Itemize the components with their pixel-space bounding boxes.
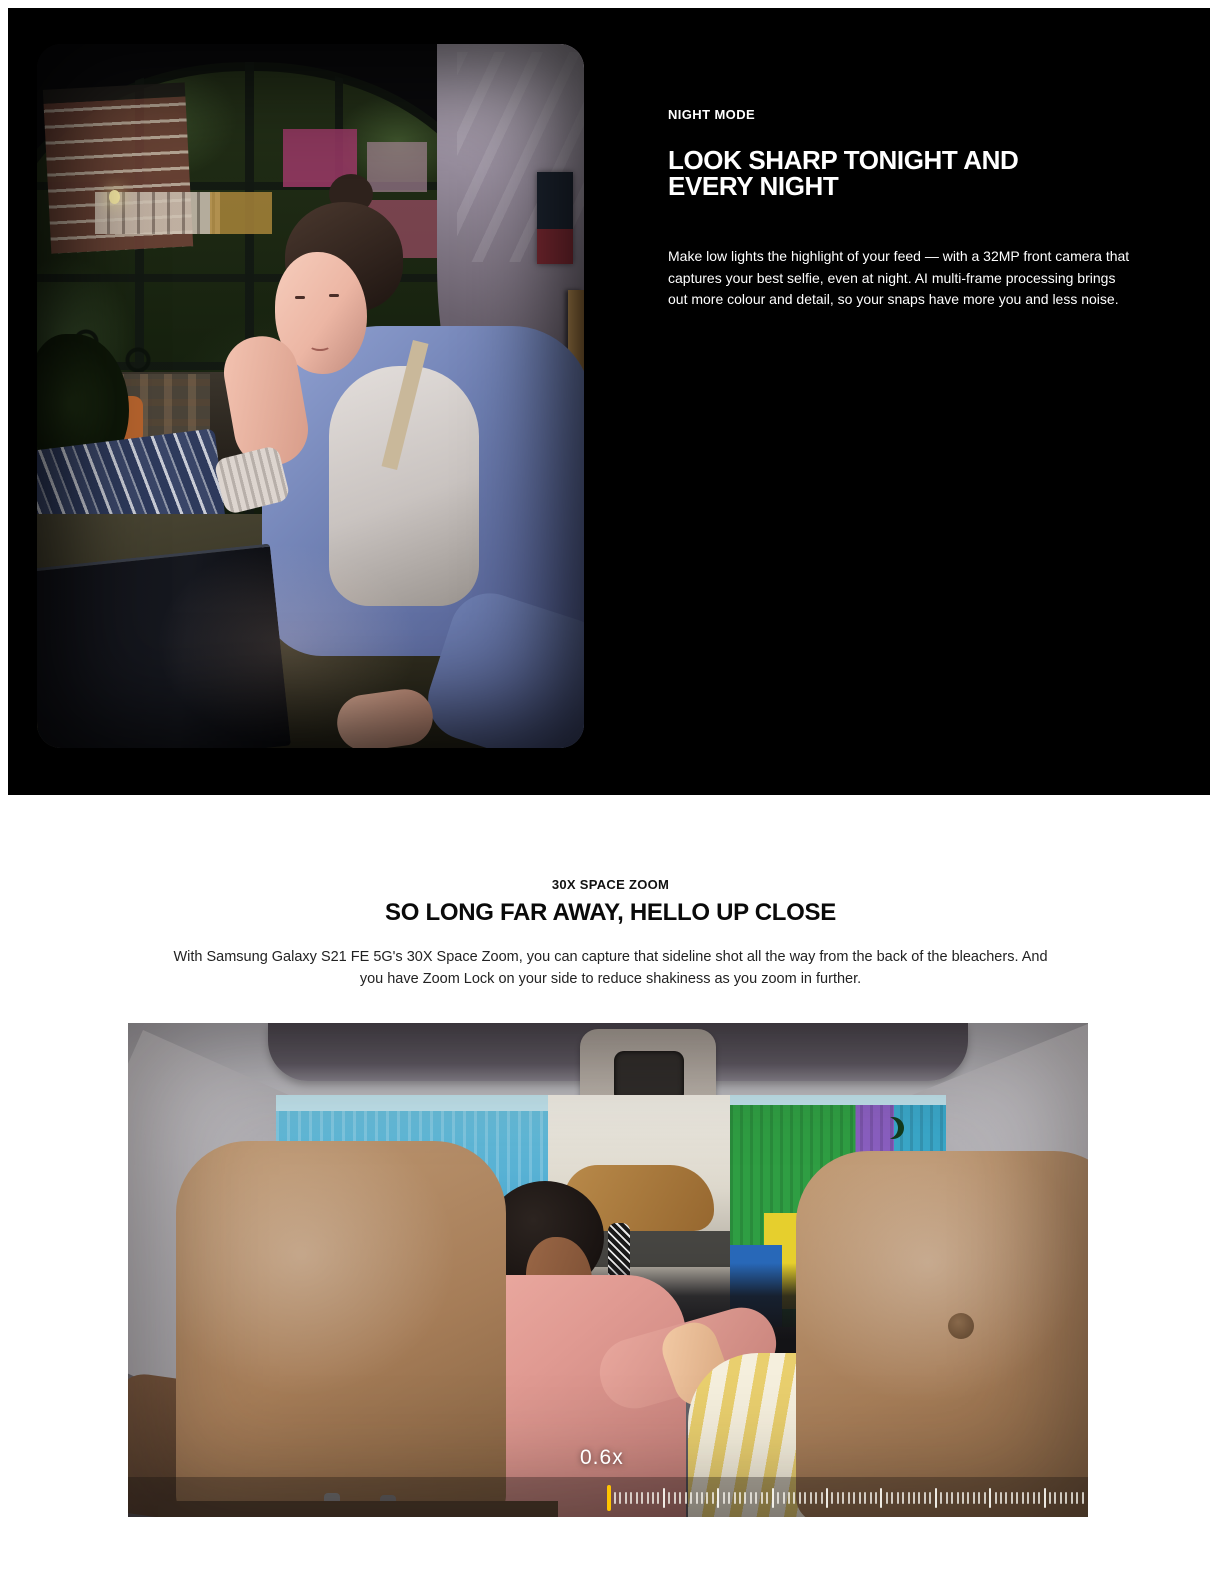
zoom-ruler-tick xyxy=(1054,1492,1056,1504)
car-interior-photo xyxy=(128,1023,1088,1517)
night-mode-heading xyxy=(668,147,1143,199)
zoom-ruler-tick xyxy=(717,1488,719,1508)
zoom-ruler-tick xyxy=(1065,1492,1067,1504)
zoom-ruler-tick xyxy=(940,1492,942,1504)
space-zoom-body xyxy=(0,946,1221,990)
zoom-ruler-tick xyxy=(913,1492,915,1504)
zoom-ruler-tick xyxy=(875,1492,877,1504)
zoom-ruler-tick xyxy=(810,1492,812,1504)
space-zoom-body-line1: With Samsung Galaxy S21 FE 5G's 30X Space Zoom, you can capture that sideline shot all the way from the back of the bleachers. And xyxy=(173,949,1048,965)
zoom-ruler-tick xyxy=(853,1492,855,1504)
zoom-ruler-tick xyxy=(880,1488,882,1508)
zoom-ruler-tick xyxy=(679,1492,681,1504)
night-mode-copy xyxy=(668,107,1143,325)
zoom-ruler-tick xyxy=(1049,1492,1051,1504)
zoom-ruler-tick xyxy=(619,1492,621,1504)
zoom-ruler-tick xyxy=(924,1492,926,1504)
zoom-ruler-tick xyxy=(657,1492,659,1504)
zoom-ruler-tick xyxy=(755,1492,757,1504)
zoom-ruler-tick xyxy=(734,1492,736,1504)
zoom-ruler-tick xyxy=(908,1492,910,1504)
zoom-ruler-tick xyxy=(1000,1492,1002,1504)
night-selfie-photo xyxy=(37,44,584,748)
zoom-ruler-tick xyxy=(690,1492,692,1504)
zoom-ruler-tick xyxy=(652,1492,654,1504)
zoom-ruler-tick xyxy=(706,1492,708,1504)
zoom-ruler-tick xyxy=(772,1488,774,1508)
zoom-ruler-tick xyxy=(837,1492,839,1504)
zoom-ruler-tick xyxy=(647,1492,649,1504)
zoom-ruler-tick xyxy=(1082,1492,1084,1504)
zoom-ruler-tick xyxy=(766,1492,768,1504)
zoom-ruler-tick xyxy=(668,1492,670,1504)
zoom-ruler-tick xyxy=(918,1492,920,1504)
zoom-ruler-tick xyxy=(886,1492,888,1504)
zoom-ruler-tick xyxy=(929,1492,931,1504)
zoom-ruler-tick xyxy=(815,1492,817,1504)
night-mode-heading-line2: EVERY NIGHT xyxy=(668,171,839,201)
zoom-ruler-tick xyxy=(957,1492,959,1504)
zoom-ruler-tick xyxy=(614,1492,616,1504)
zoom-ruler-tick xyxy=(1011,1492,1013,1504)
zoom-ruler-tick xyxy=(663,1488,665,1508)
zoom-ruler-tick xyxy=(1016,1492,1018,1504)
zoom-ruler-tick xyxy=(1071,1492,1073,1504)
night-mode-section xyxy=(8,8,1210,795)
space-zoom-eyebrow: 30X SPACE ZOOM xyxy=(551,877,670,892)
zoom-ruler-tick xyxy=(989,1488,991,1508)
zoom-ruler-tick xyxy=(1033,1492,1035,1504)
zoom-ruler-tick xyxy=(891,1492,893,1504)
zoom-ruler-tick xyxy=(897,1492,899,1504)
zoom-ruler-tick xyxy=(804,1492,806,1504)
zoom-ruler-tick xyxy=(685,1492,687,1504)
zoom-ruler-tick xyxy=(712,1492,714,1504)
zoom-ruler-tick xyxy=(973,1492,975,1504)
zoom-ruler-tick xyxy=(777,1492,779,1504)
zoom-ruler-tick xyxy=(696,1492,698,1504)
zoom-ruler-tick xyxy=(935,1488,937,1508)
zoom-ruler-tick xyxy=(848,1492,850,1504)
zoom-ruler-tick xyxy=(799,1492,801,1504)
photo-vignette xyxy=(37,44,584,748)
zoom-ruler-tick xyxy=(739,1492,741,1504)
zoom-ruler-tick xyxy=(1027,1492,1029,1504)
night-mode-heading-line1: LOOK SHARP TONIGHT AND xyxy=(668,145,1019,175)
zoom-ruler-tick xyxy=(967,1492,969,1504)
camera-zoom-level-label: 0.6x xyxy=(580,1446,624,1469)
zoom-ruler-tick xyxy=(902,1492,904,1504)
zoom-ruler-tick xyxy=(783,1492,785,1504)
zoom-ruler-tick xyxy=(723,1492,725,1504)
zoom-ruler-tick xyxy=(978,1492,980,1504)
zoom-ruler-tick xyxy=(962,1492,964,1504)
zoom-ruler-tick xyxy=(641,1492,643,1504)
zoom-ruler-tick xyxy=(793,1492,795,1504)
zoom-ruler-tick xyxy=(1060,1492,1062,1504)
zoom-ruler-tick xyxy=(826,1488,828,1508)
zoom-ruler-tick xyxy=(1044,1488,1046,1508)
zoom-ruler-tick xyxy=(859,1492,861,1504)
zoom-ruler-tick xyxy=(831,1492,833,1504)
night-mode-body: Make low lights the highlight of your feed — with a 32MP front camera that captures your best selfie, even at night. AI multi-frame processing brings out more colour and detail, so your snaps have more you and less noise. xyxy=(668,248,1130,307)
zoom-ruler-tick xyxy=(761,1492,763,1504)
zoom-ruler-tick xyxy=(984,1492,986,1504)
space-zoom-body-line2: you have Zoom Lock on your side to reduce shakiness as you zoom in further. xyxy=(359,971,862,987)
zoom-ruler-tick xyxy=(674,1492,676,1504)
zoom-ruler-tick xyxy=(701,1492,703,1504)
zoom-ruler-tick xyxy=(870,1492,872,1504)
zoom-ruler-tick xyxy=(625,1492,627,1504)
zoom-ruler-tick xyxy=(946,1492,948,1504)
space-zoom-heading: SO LONG FAR AWAY, HELLO UP CLOSE xyxy=(385,899,836,926)
zoom-ruler-tick xyxy=(728,1492,730,1504)
zoom-ruler-tick xyxy=(636,1492,638,1504)
zoom-ruler xyxy=(607,1484,1084,1512)
zoom-ruler-tick xyxy=(630,1492,632,1504)
zoom-ruler-tick xyxy=(1005,1492,1007,1504)
zoom-ruler-tick xyxy=(788,1492,790,1504)
car-photo-vignette xyxy=(128,1023,1088,1517)
zoom-ruler-tick xyxy=(951,1492,953,1504)
zoom-ruler-tick xyxy=(995,1492,997,1504)
zoom-ruler-tick xyxy=(1038,1492,1040,1504)
zoom-ruler-tick xyxy=(1076,1492,1078,1504)
zoom-ruler-tick xyxy=(750,1492,752,1504)
zoom-ruler-current-tick xyxy=(607,1485,611,1511)
zoom-ruler-tick xyxy=(864,1492,866,1504)
zoom-ruler-tick xyxy=(744,1492,746,1504)
zoom-ruler-tick xyxy=(1022,1492,1024,1504)
night-mode-eyebrow: NIGHT MODE xyxy=(668,107,756,122)
zoom-ruler-tick xyxy=(821,1492,823,1504)
zoom-ruler-tick xyxy=(842,1492,844,1504)
